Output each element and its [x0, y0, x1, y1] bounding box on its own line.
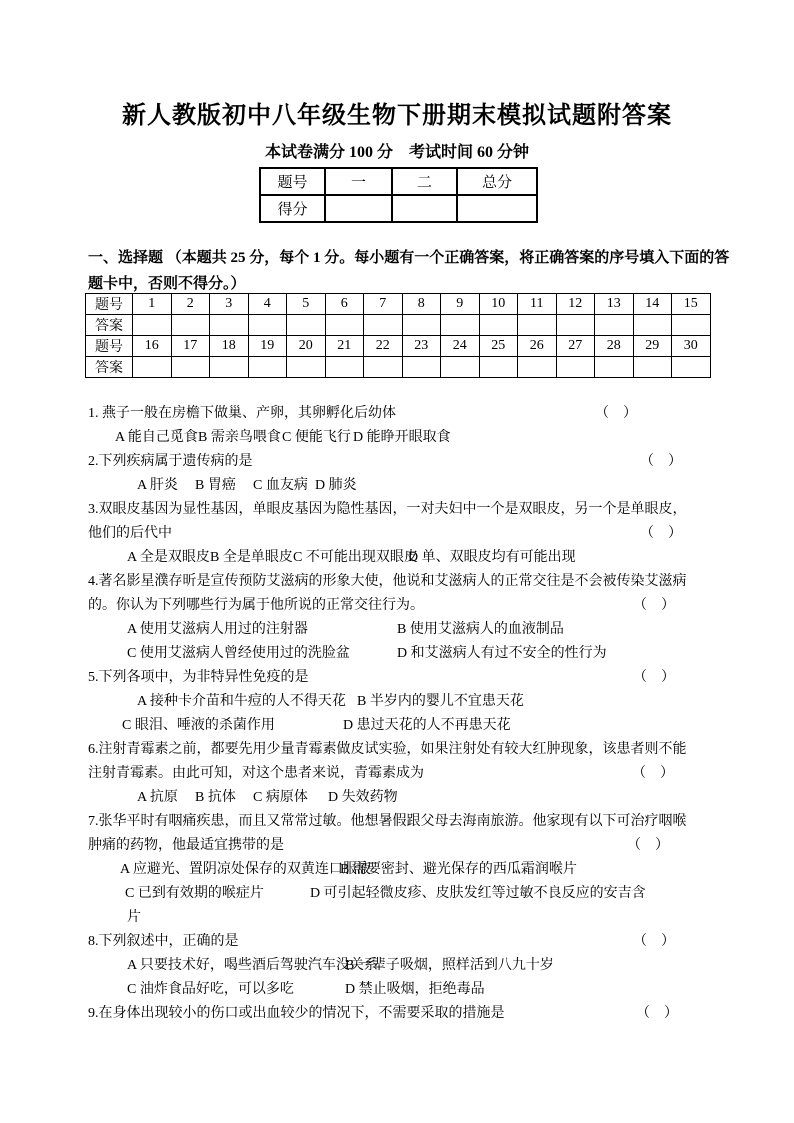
question-line	[0, 594, 794, 618]
score-header-cell: 总分	[457, 168, 537, 195]
question-line	[0, 498, 794, 522]
question-text: C 便能飞行	[282, 430, 351, 445]
grid-answer-cell	[556, 357, 595, 378]
grid-answer-cell	[595, 357, 634, 378]
question-text: 6.注射青霉素之前，都要先用少量青霉素做皮试实验，如果注射处有较大红肿现象，该患者则不能	[88, 742, 687, 757]
question-text: 3.双眼皮基因为显性基因，单眼皮基因为隐性基因，一对夫妇中一个是双眼皮，另一个是单眼皮，	[88, 502, 687, 517]
answer-grid-row	[86, 336, 711, 357]
grid-question-number: 10	[479, 294, 518, 315]
question-text: D 可引起轻微皮疹、皮肤发红等过敏不良反应的安吉含	[310, 886, 646, 901]
grid-answer-cell	[325, 315, 364, 336]
question-text: B 需亲鸟喂食	[198, 430, 281, 445]
score-empty-cell	[392, 195, 457, 222]
question-line	[0, 906, 794, 930]
question-line	[0, 642, 794, 666]
question-text: 1. 燕子一般在房檐下做巢、产卵，其卵孵化后幼体	[88, 406, 396, 421]
question-line	[0, 666, 794, 690]
question-line	[0, 738, 794, 762]
question-text: 4.著名影星濮存昕是宣传预防艾滋病的形象大使，他说和艾滋病人的正常交往是不会被传染艾滋病	[88, 574, 687, 589]
question-line	[0, 402, 794, 426]
question-text: 他们的后代中	[88, 526, 172, 541]
grid-question-number: 18	[210, 336, 249, 357]
question-text: C 油炸食品好吃，可以多吃	[127, 982, 294, 997]
question-text: A 接种卡介苗和牛痘的人不得天花	[137, 694, 346, 709]
grid-answer-cell	[133, 315, 172, 336]
grid-answer-cell	[479, 357, 518, 378]
question-text: A 全是双眼皮	[127, 550, 210, 565]
question-text: C 不可能出现双眼皮	[293, 550, 418, 565]
answer-grid-body	[86, 294, 711, 378]
question-line	[0, 450, 794, 474]
grid-question-number: 14	[633, 294, 672, 315]
question-text: D 患过天花的人不再患天花	[343, 718, 511, 733]
answer-bracket: （ ）	[632, 766, 674, 781]
grid-answer-cell	[633, 315, 672, 336]
answer-grid-row	[86, 294, 711, 315]
grid-answer-cell	[402, 315, 441, 336]
question-text: 肿痛的药物，他最适宜携带的是	[88, 838, 284, 853]
grid-question-number: 28	[595, 336, 634, 357]
grid-question-number: 23	[402, 336, 441, 357]
score-empty-cell	[457, 195, 537, 222]
question-text: 注射青霉素。由此可知，对这个患者来说，青霉素成为	[88, 766, 424, 781]
question-text: A 使用艾滋病人用过的注射器	[127, 622, 308, 637]
question-text: 8.下列叙述中，正确的是	[88, 934, 239, 949]
grid-question-number: 12	[556, 294, 595, 315]
question-line	[0, 930, 794, 954]
question-line	[0, 570, 794, 594]
grid-question-number: 9	[441, 294, 480, 315]
answer-bracket: （ ）	[636, 1006, 678, 1021]
question-line	[0, 786, 794, 810]
score-table-header-row	[260, 168, 537, 195]
question-text: C 使用艾滋病人曾经使用过的洗脸盆	[127, 646, 350, 661]
grid-answer-cell	[556, 315, 595, 336]
question-text: D 和艾滋病人有过不安全的性行为	[397, 646, 607, 661]
grid-question-number: 11	[518, 294, 557, 315]
grid-answer-cell	[672, 357, 711, 378]
grid-question-number: 29	[633, 336, 672, 357]
exam-info-line: 本试卷满分 100 分 考试时间 60 分钟	[264, 144, 529, 161]
grid-row-label: 题号	[86, 294, 133, 315]
answer-sheet-grid	[85, 293, 711, 378]
score-header-cell: 二	[392, 168, 457, 195]
grid-answer-cell	[287, 357, 326, 378]
question-text: 2.下列疾病属于遗传病的是	[88, 454, 253, 469]
grid-question-number: 21	[325, 336, 364, 357]
grid-question-number: 22	[364, 336, 403, 357]
question-line	[0, 954, 794, 978]
question-text: 5.下列各项中，为非特异性免疫的是	[88, 670, 309, 685]
question-text: D 单、双眼皮均有可能出现	[408, 550, 576, 565]
grid-answer-cell	[210, 357, 249, 378]
grid-question-number: 27	[556, 336, 595, 357]
question-text: B 抗体	[195, 790, 236, 805]
answer-bracket: （ ）	[640, 454, 682, 469]
question-line	[0, 522, 794, 546]
question-line	[0, 810, 794, 834]
grid-answer-cell	[248, 315, 287, 336]
answer-bracket: （ ）	[627, 838, 669, 853]
answer-bracket: （ ）	[633, 934, 675, 949]
grid-answer-cell	[364, 315, 403, 336]
grid-answer-cell	[518, 315, 557, 336]
answer-bracket: （ ）	[633, 670, 675, 685]
grid-answer-cell	[133, 357, 172, 378]
question-text: A 肝炎	[137, 478, 178, 493]
grid-question-number: 6	[325, 294, 364, 315]
score-header-cell: 一	[325, 168, 392, 195]
question-text: B 全是单眼皮	[210, 550, 293, 565]
question-text: B 需要密封、避光保存的西瓜霜润喉片	[340, 862, 577, 877]
grid-question-number: 3	[210, 294, 249, 315]
grid-answer-cell	[402, 357, 441, 378]
question-text: 的。你认为下列哪些行为属于他所说的正常交往行为。	[88, 598, 424, 613]
question-line	[0, 858, 794, 882]
grid-answer-cell	[210, 315, 249, 336]
grid-question-number: 24	[441, 336, 480, 357]
page-title: 新人教版初中八年级生物下册期末模拟试题附答案	[122, 102, 672, 129]
grid-answer-cell	[672, 315, 711, 336]
question-line	[0, 834, 794, 858]
question-text: C 血友病	[253, 478, 308, 493]
grid-answer-cell	[595, 315, 634, 336]
question-text: 片	[127, 910, 141, 925]
question-text: D 肺炎	[315, 478, 357, 493]
grid-answer-cell	[287, 315, 326, 336]
grid-question-number: 8	[402, 294, 441, 315]
answer-grid-row	[86, 315, 711, 336]
answer-bracket: （ ）	[595, 406, 637, 421]
question-text: D 能睁开眼取食	[353, 430, 451, 445]
questions	[0, 402, 794, 1026]
question-line	[0, 426, 794, 450]
question-text: C 已到有效期的喉症片	[125, 886, 264, 901]
question-text: C 眼泪、唾液的杀菌作用	[122, 718, 275, 733]
question-line	[0, 690, 794, 714]
score-table-score-row	[260, 195, 537, 222]
grid-answer-cell	[518, 357, 557, 378]
question-line	[0, 762, 794, 786]
question-text: D 失效药物	[328, 790, 398, 805]
grid-question-number: 30	[672, 336, 711, 357]
question-text: D 禁止吸烟，拒绝毒品	[345, 982, 485, 997]
section-heading	[88, 245, 728, 297]
grid-question-number: 13	[595, 294, 634, 315]
question-line	[0, 474, 794, 498]
grid-question-number: 25	[479, 336, 518, 357]
grid-question-number: 15	[672, 294, 711, 315]
grid-answer-cell	[171, 315, 210, 336]
question-text: A 应避光、置阴凉处保存的双黄连口服液	[120, 862, 371, 877]
section-heading-line1: 一、选择题 （本题共 25 分，每个 1 分。每小题有一个正确答案，将正确答案的序号填入下面的答	[88, 250, 730, 266]
question-text: B 使用艾滋病人的血液制品	[397, 622, 564, 637]
question-line	[0, 546, 794, 570]
question-line	[0, 1002, 794, 1026]
grid-answer-cell	[441, 315, 480, 336]
answer-bracket: （ ）	[633, 598, 675, 613]
score-summary-table	[259, 167, 538, 223]
question-text: B 半岁内的婴儿不宜患天花	[357, 694, 524, 709]
answer-bracket: （ ）	[640, 526, 682, 541]
grid-row-label: 题号	[86, 336, 133, 357]
grid-question-number: 4	[248, 294, 287, 315]
grid-answer-cell	[441, 357, 480, 378]
question-text: 9.在身体出现较小的伤口或出血较少的情况下，不需要采取的措施是	[88, 1006, 505, 1021]
grid-question-number: 26	[518, 336, 557, 357]
grid-row-label: 答案	[86, 315, 133, 336]
grid-answer-cell	[325, 357, 364, 378]
grid-answer-cell	[479, 315, 518, 336]
question-text: A 能自己觅食	[115, 430, 198, 445]
grid-answer-cell	[633, 357, 672, 378]
grid-question-number: 1	[133, 294, 172, 315]
grid-answer-cell	[248, 357, 287, 378]
question-line	[0, 618, 794, 642]
grid-answer-cell	[171, 357, 210, 378]
score-empty-cell	[325, 195, 392, 222]
question-text: B 一辈子吸烟，照样活到八九十岁	[345, 958, 554, 973]
grid-question-number: 19	[248, 336, 287, 357]
grid-question-number: 2	[171, 294, 210, 315]
grid-question-number: 5	[287, 294, 326, 315]
question-line	[0, 978, 794, 1002]
grid-answer-cell	[364, 357, 403, 378]
answer-grid-row	[86, 357, 711, 378]
question-text: A 抗原	[137, 790, 178, 805]
grid-question-number: 20	[287, 336, 326, 357]
question-text: C 病原体	[253, 790, 308, 805]
grid-question-number: 7	[364, 294, 403, 315]
grid-question-number: 16	[133, 336, 172, 357]
score-row-label: 得分	[260, 195, 325, 222]
question-text: A 只要技术好，喝些酒后驾驶汽车没关系	[127, 958, 378, 973]
question-text: 7.张华平时有咽痛疾患，而且又常常过敏。他想暑假跟父母去海南旅游。他家现有以下可治疗咽喉	[88, 814, 687, 829]
section-heading-line2: 题卡中，否则不得分。）	[88, 276, 246, 292]
question-text: B 胃癌	[195, 478, 236, 493]
grid-row-label: 答案	[86, 357, 133, 378]
question-line	[0, 882, 794, 906]
score-header-cell: 题号	[260, 168, 325, 195]
question-line	[0, 714, 794, 738]
grid-question-number: 17	[171, 336, 210, 357]
